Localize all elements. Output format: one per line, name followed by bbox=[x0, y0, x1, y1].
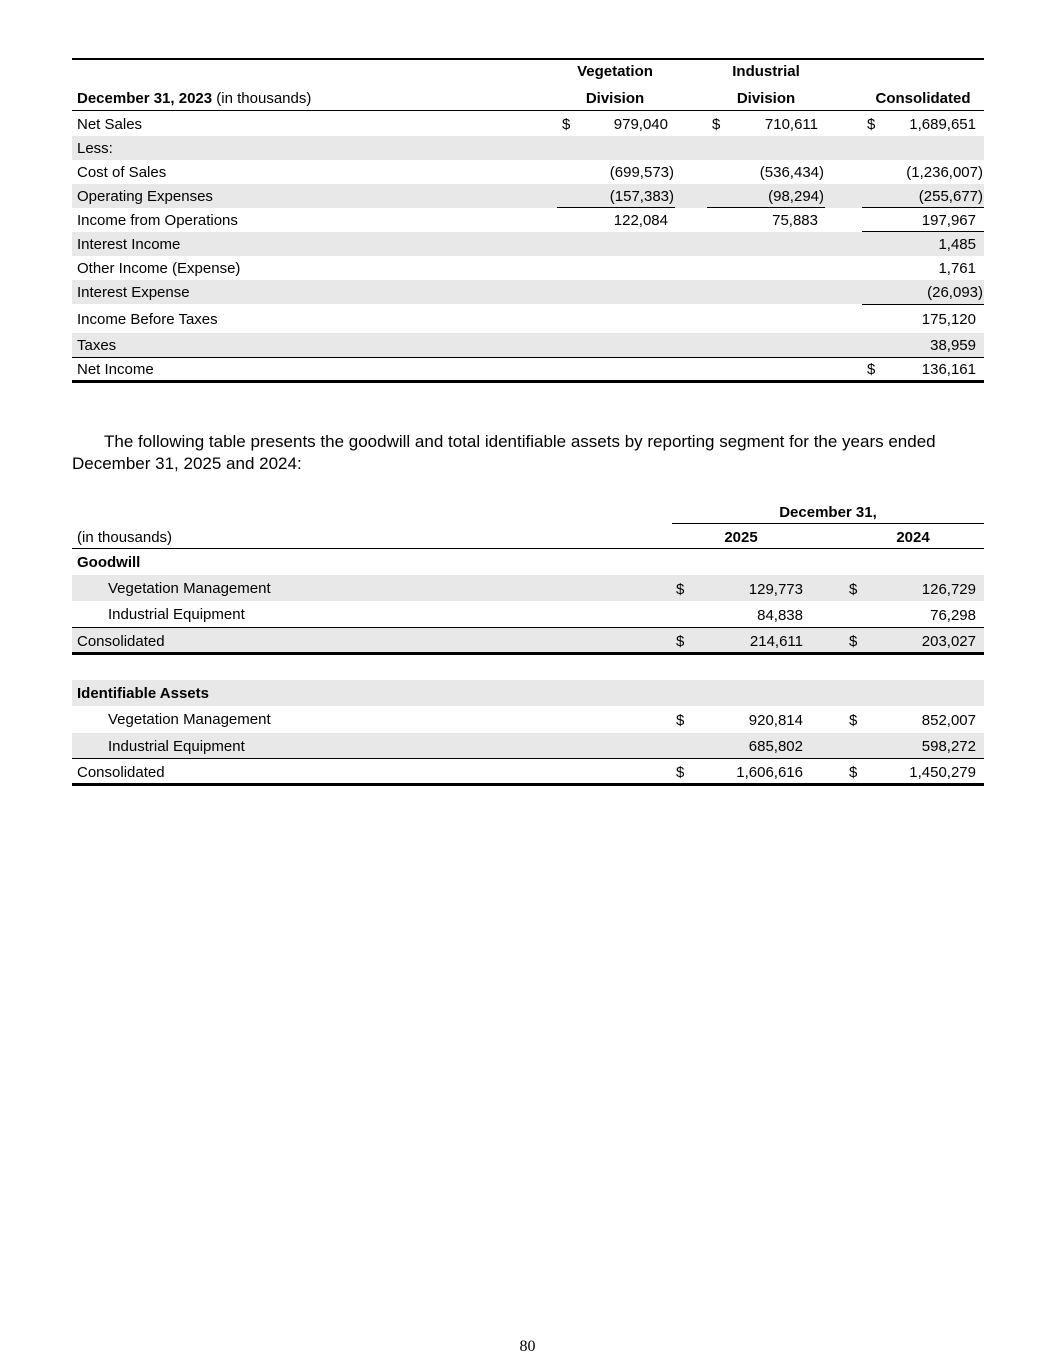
currency-symbol: $ bbox=[676, 633, 685, 650]
subtotal-rule bbox=[557, 207, 675, 208]
col-header-vegetation-line2: Division bbox=[585, 90, 645, 107]
section-title-goodwill: Goodwill bbox=[77, 554, 141, 571]
row-label: Operating Expenses bbox=[77, 188, 213, 205]
currency-symbol: $ bbox=[867, 361, 876, 378]
currency-symbol: $ bbox=[676, 764, 685, 781]
row-label: Industrial Equipment bbox=[108, 606, 245, 623]
col-header-vegetation-line1: Vegetation bbox=[577, 63, 653, 80]
cell-consolidated: 175,120 bbox=[921, 311, 976, 328]
cell-2025: 685,802 bbox=[748, 738, 803, 755]
cell-consolidated: (255,677) bbox=[918, 188, 983, 205]
row-label: Vegetation Management bbox=[108, 711, 271, 728]
cell-industrial: (536,434) bbox=[759, 164, 824, 181]
cell-consolidated: 197,967 bbox=[921, 212, 976, 229]
cell-2024: 852,007 bbox=[921, 712, 976, 729]
row-band bbox=[72, 333, 984, 357]
row-label: Consolidated bbox=[77, 764, 165, 781]
row-label: Less: bbox=[77, 140, 113, 157]
row-band bbox=[72, 628, 984, 654]
cell-2025: 129,773 bbox=[748, 581, 803, 598]
table-top-rule bbox=[72, 58, 984, 60]
currency-symbol: $ bbox=[867, 116, 876, 133]
currency-symbol: $ bbox=[849, 633, 858, 650]
cell-vegetation: (157,383) bbox=[609, 188, 674, 205]
currency-symbol: $ bbox=[676, 581, 685, 598]
subtotal-rule bbox=[862, 231, 984, 232]
row-label: Industrial Equipment bbox=[108, 738, 245, 755]
currency-symbol: $ bbox=[849, 581, 858, 598]
cell-2024: 598,272 bbox=[921, 738, 976, 755]
cell-2024: 126,729 bbox=[921, 581, 976, 598]
cell-consolidated: 1,689,651 bbox=[909, 116, 976, 133]
page-number: 80 bbox=[519, 1338, 536, 1355]
row-label: Cost of Sales bbox=[77, 164, 167, 181]
total-rule bbox=[72, 652, 984, 655]
row-label: Taxes bbox=[77, 337, 117, 354]
header-rule bbox=[72, 110, 984, 111]
table-units: (in thousands) bbox=[216, 90, 312, 107]
col-header-2024: 2024 bbox=[896, 529, 930, 546]
cell-consolidated: 1,761 bbox=[938, 260, 976, 277]
col-header-industrial-line1: Industrial bbox=[732, 63, 800, 80]
cell-consolidated: (26,093) bbox=[927, 284, 983, 301]
col-header-consolidated: Consolidated bbox=[875, 90, 971, 107]
section-title-identifiable-assets: Identifiable Assets bbox=[77, 685, 209, 702]
row-band bbox=[72, 280, 984, 304]
cell-consolidated: (1,236,007) bbox=[906, 164, 983, 181]
currency-symbol: $ bbox=[849, 712, 858, 729]
row-label: Income from Operations bbox=[77, 212, 238, 229]
subtotal-rule bbox=[72, 627, 984, 628]
total-rule bbox=[72, 357, 984, 358]
subtotal-rule bbox=[862, 207, 984, 208]
row-label: Net Income bbox=[77, 361, 154, 378]
table-bottom-rule bbox=[72, 380, 984, 383]
cell-vegetation: 122,084 bbox=[613, 212, 668, 229]
row-label: Vegetation Management bbox=[108, 580, 271, 597]
cell-industrial: 710,611 bbox=[764, 116, 818, 133]
header-rule bbox=[72, 548, 984, 549]
cell-consolidated: 38,959 bbox=[930, 337, 976, 354]
cell-industrial: (98,294) bbox=[768, 188, 824, 205]
row-label: Interest Expense bbox=[77, 284, 190, 301]
cell-consolidated: 136,161 bbox=[921, 361, 976, 378]
currency-symbol: $ bbox=[562, 116, 571, 133]
cell-2025: 84,838 bbox=[757, 607, 803, 624]
col-header-2025: 2025 bbox=[724, 529, 758, 546]
table-units: (in thousands) bbox=[77, 529, 173, 546]
row-band bbox=[72, 232, 984, 256]
row-label: Income Before Taxes bbox=[77, 311, 218, 328]
column-group-header: December 31, bbox=[779, 504, 877, 521]
table-bottom-rule bbox=[72, 783, 984, 786]
cell-2025: 214,611 bbox=[749, 633, 803, 650]
cell-vegetation: 979,040 bbox=[613, 116, 668, 133]
table-date-label bbox=[77, 90, 311, 108]
body-paragraph: The following table presents the goodwill and total identifiable assets by reporting segment for the years ended December 31, 2025 and 2024: bbox=[72, 432, 936, 473]
currency-symbol: $ bbox=[712, 116, 721, 133]
cell-vegetation: (699,573) bbox=[609, 164, 674, 181]
subtotal-rule bbox=[72, 758, 984, 759]
cell-2024: 1,450,279 bbox=[909, 764, 976, 781]
col-header-industrial-line2: Division bbox=[736, 90, 796, 107]
row-band bbox=[72, 136, 984, 160]
subtotal-rule bbox=[862, 304, 984, 305]
cell-2024: 203,027 bbox=[921, 633, 976, 650]
cell-industrial: 75,883 bbox=[772, 212, 818, 229]
row-label: Other Income (Expense) bbox=[77, 260, 241, 277]
row-label: Net Sales bbox=[77, 116, 143, 133]
currency-symbol: $ bbox=[676, 712, 685, 729]
cell-2024: 76,298 bbox=[930, 607, 976, 624]
cell-consolidated: 1,485 bbox=[938, 236, 976, 253]
cell-2025: 1,606,616 bbox=[736, 764, 803, 781]
table-date: December 31, 2023 bbox=[77, 90, 213, 107]
subtotal-rule bbox=[707, 207, 825, 208]
currency-symbol: $ bbox=[849, 764, 858, 781]
cell-2025: 920,814 bbox=[748, 712, 803, 729]
group-header-rule bbox=[672, 523, 984, 524]
row-label: Consolidated bbox=[77, 633, 165, 650]
row-label: Interest Income bbox=[77, 236, 181, 253]
